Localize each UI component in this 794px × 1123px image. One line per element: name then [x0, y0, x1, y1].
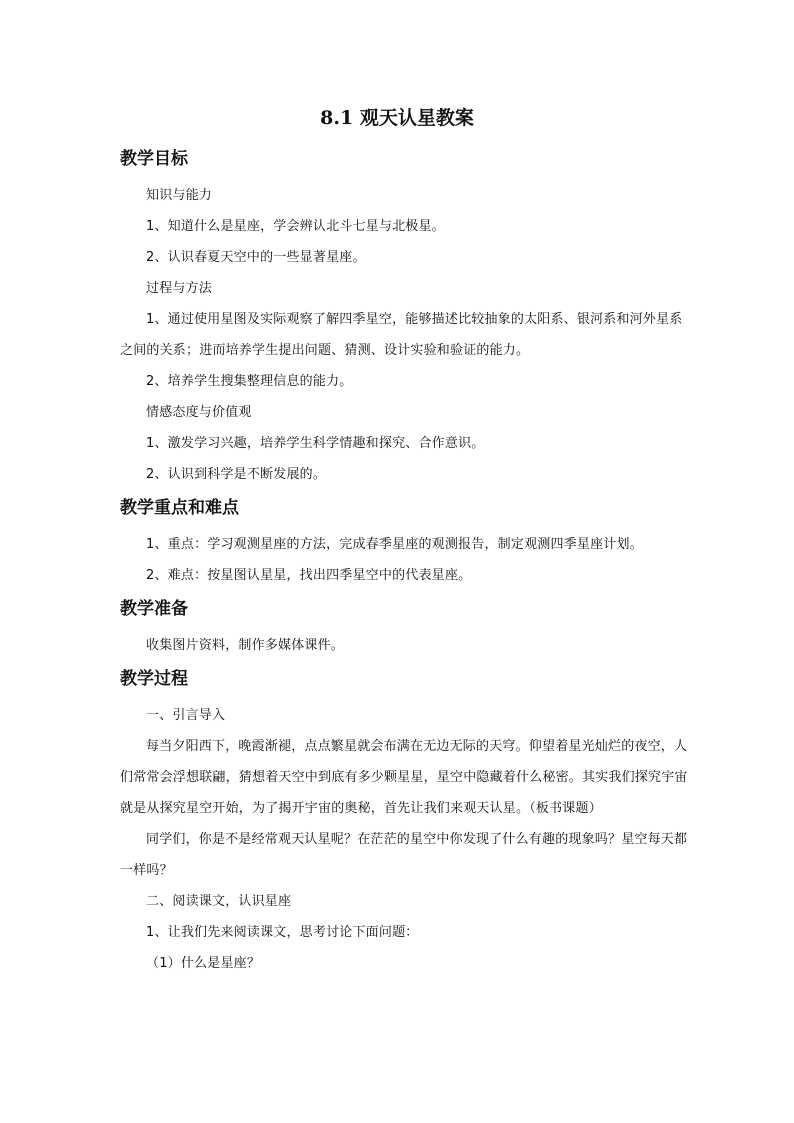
section-heading: 教学过程 [120, 669, 188, 689]
paragraph: 1、让我们先来阅读课文，思考讨论下面问题： [146, 925, 419, 940]
paragraph: 情感态度与价值观 [146, 405, 252, 420]
section-teaching-process [120, 666, 692, 979]
paragraph: 1、激发学习兴趣，培养学生科学情趣和探究、合作意识。 [146, 436, 485, 451]
section-teaching-goals [120, 146, 692, 490]
document-title: 8.1 观天认星教案 [320, 107, 474, 129]
paragraph: 2、认识春夏天空中的一些显著星座。 [146, 250, 366, 265]
paragraph: 2、培养学生搜集整理信息的能力。 [146, 374, 353, 389]
paragraph: 1、通过使用星图及实际观察了解四季星空，能够描述比较抽象的太阳系、银河系和河外星系之间的关系；进而培养学生提出问题、猜测、设计实验和验证的能力。 [120, 312, 683, 358]
section-preparation [120, 596, 692, 661]
section-heading: 教学准备 [120, 599, 188, 619]
section-key-points [120, 495, 692, 591]
paragraph: 2、难点：按星图认星星，找出四季星空中的代表星座。 [146, 568, 472, 583]
paragraph: 同学们，你是不是经常观天认星呢？在茫茫的星空中你发现了什么有趣的现象吗？星空每天都一样吗？ [120, 832, 688, 878]
paragraph: 1、知道什么是星座，学会辨认北斗七星与北极星。 [146, 219, 445, 234]
paragraph: 一、引言导入 [146, 708, 226, 723]
paragraph: 收集图片资料，制作多媒体课件。 [146, 638, 345, 653]
document-body [120, 146, 692, 979]
paragraph: （1）什么是星座？ [146, 956, 261, 971]
section-heading: 教学重点和难点 [120, 498, 239, 518]
paragraph: 1、重点：学习观测星座的方法，完成春季星座的观测报告，制定观测四季星座计划。 [146, 537, 643, 552]
paragraph: 知识与能力 [146, 188, 213, 203]
paragraph: 二、阅读课文，认识星座 [146, 894, 292, 909]
paragraph: 2、认识到科学是不断发展的。 [146, 467, 327, 482]
paragraph: 每当夕阳西下，晚霞渐褪，点点繁星就会布满在无边无际的天穹。仰望着星光灿烂的夜空，人们常常会浮想联翩，猜想着天空中到底有多少颗星星，星空中隐藏着什么秘密。其实我们探究宇宙就是从探究星空开始，为了揭开宇宙的奥秘，首先让我们来观天认星。（板书课题） [120, 739, 688, 816]
section-heading: 教学目标 [120, 149, 188, 169]
paragraph: 过程与方法 [146, 281, 213, 296]
